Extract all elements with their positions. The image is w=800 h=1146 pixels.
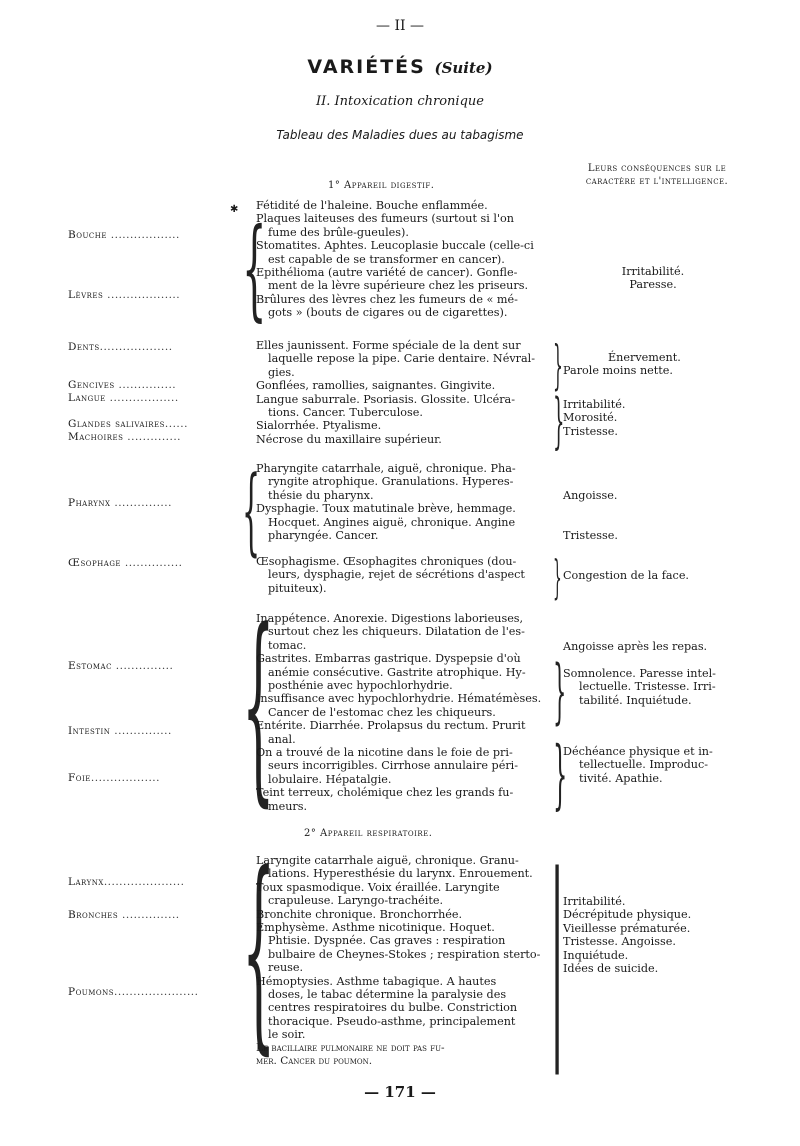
page-title xyxy=(0,56,800,78)
organ-label-estomac: Estomac ............... xyxy=(68,660,174,672)
organ-label-larynx: Larynx..................... xyxy=(68,876,185,888)
organ-label-oesophage: Œsophage ............... xyxy=(68,557,183,569)
description-oesophage: Œsophagisme. Œsophagites chroniques (dou- leurs, dysphagie, rejet de sécrétions d'aspect pituiteux). xyxy=(256,555,525,595)
organ-label-foie: Foie.................. xyxy=(68,772,160,784)
consequences-dents-1: Énervement. Parole moins nette. xyxy=(563,351,681,378)
brace-right-oesophage: } xyxy=(553,550,562,604)
asterisk-mark: ✱ xyxy=(230,204,239,215)
consequences-bouche-levres: Irritabilité. Paresse. xyxy=(621,265,685,292)
organ-label-bronches: Bronches ............... xyxy=(68,909,180,921)
consequences-pharynx-1: Angoisse. xyxy=(563,489,618,502)
page-number: — 171 — xyxy=(364,1083,436,1101)
organ-label-levres: Lèvres ................... xyxy=(68,289,181,301)
organ-label-glandes: Glandes salivaires...... xyxy=(68,418,188,430)
brace-left-respiratoire: { xyxy=(242,828,276,1073)
organ-label-machoires: Machoires .............. xyxy=(68,431,182,443)
brace-right-respiratoire: | xyxy=(550,830,565,1075)
consequences-foie: Déchéance physique et in- tellectuelle. Improduc- tivité. Apathie. xyxy=(563,745,713,785)
description-bouche-levres: Fétidité de l'haleine. Bouche enflammée. Plaques laiteuses des fumeurs (surtout si l'on fume des brûle-gueules). Stomatites. Aphtes. Leucoplasie buccale (celle-ci est capable de se transformer en cancer). Epithélioma (autre variété de cancer). Gonfle- ment de la lèvre supérieure chez les priseurs. Brûlures des lèvres chez les fumeurs de « mé- gots » (bouts de cigares ou de cigarettes). xyxy=(256,199,534,320)
description-estomac-foie: Inappétence. Anorexie. Digestions laborieuses, surtout chez les chiqueurs. Dilatation de l'es- tomac. Gastrites. Embarras gastrique. Dyspepsie d'où anémie consécutive. Gastrite atrophique. Hy- posthénie avec hypochlorhydrie. Insuffisance avec hypochlorhydrie. Hématémèses. Cancer de l'estomac chez les chiqueurs. Entérite. Diarrhée. Prolapsus du rectum. Prurit anal. On a trouvé de la nicotine dans le foie de pri- seurs incorrigibles. Cirrhose annulaire péri- lobulaire. Hépatalgie. Teint terreux, cholémique chez les grands fu- meurs. xyxy=(256,612,542,813)
brace-right-estomac: } xyxy=(553,650,567,732)
organ-label-langue: Langue .................. xyxy=(68,392,179,404)
organ-label-dents: Dents................... xyxy=(68,341,173,353)
running-page-number: — II — xyxy=(376,18,424,34)
title-text: VARIÉTÉS xyxy=(307,56,426,78)
description-dents-machoires: Elles jaunissent. Forme spéciale de la dent sur laquelle repose la pipe. Carie dentaire. Névral- gies. Gonflées, ramollies, saignantes. Gingivite. Langue saburrale. Psoriasis. Glossite. Ulcéra- tions. Cancer. Tuberculose. Sialorrhée. Ptyalisme. Nécrose du maxillaire supérieur. xyxy=(256,339,536,446)
organ-label-intestin: Intestin ............... xyxy=(68,725,172,737)
consequences-column-heading: Leurs conséquences sur le caractère et l'intelligence. xyxy=(585,163,729,187)
consequences-estomac-2: Somnolence. Paresse intel- lectuelle. Tristesse. Irri- tabilité. Inquiétude. xyxy=(563,667,716,707)
brace-left-estomac: { xyxy=(242,587,275,825)
organ-label-gencives: Gencives ............... xyxy=(68,379,177,391)
consequences-estomac-1: Angoisse après les repas. xyxy=(563,640,708,653)
consequences-respiratoire: Irritabilité. Décrépitude physique. Vieillesse prématurée. Tristesse. Angoisse. Inquiétude. Idées de suicide. xyxy=(563,895,692,976)
brace-right-dents-1: } xyxy=(553,336,563,396)
table-title: Tableau des Maladies dues au tabagisme xyxy=(276,128,524,142)
description-pharynx: Pharyngite catarrhale, aiguë, chronique. Pha- ryngite atrophique. Granulations. Hyperes- thésie du pharynx. Dysphagie. Toux matutinale brève, hemmage. Hocquet. Angines aiguë, chronique. Angine pharyngée. Cancer. xyxy=(256,462,516,543)
organ-label-poumons: Poumons...................... xyxy=(68,986,199,998)
subtitle: II. Intoxication chronique xyxy=(316,94,484,109)
organ-label-pharynx: Pharynx ............... xyxy=(68,497,172,509)
brace-left-pharynx: { xyxy=(242,456,261,566)
brace-left-bouche: { xyxy=(242,204,267,332)
section-heading-digestif: 1° Appareil digestif. xyxy=(328,180,435,191)
consequences-pharynx-2: Tristesse. xyxy=(563,529,618,542)
description-respiratoire: Laryngite catarrhale aiguë, chronique. Granu- lations. Hyperesthésie du larynx. Enrouement. Toux spasmodique. Voix éraillée. Laryngite crapuleuse. Laryngo-trachéite. Bronchite chronique. Bronchorrhée. Emphysème. Asthme nicotinique. Hoquet. Phtisie. Dyspnée. Cas graves : respiration bulbaire de Cheynes-Stokes ; respiration sterto- reuse. Hémoptysies. Asthme tabagique. A hautes doses, le tabac détermine la paralysie des centres respiratoires du bulbe. Constriction thoracique. Pseudo-asthme, principalement le soir. Le bacillaire pulmonaire ne doit pas fu- mer. Cancer du poumon. xyxy=(256,854,541,1068)
consequences-dents-2: Irritabilité. Morosité. Tristesse. xyxy=(563,398,626,438)
section-heading-respiratoire: 2° Appareil respiratoire. xyxy=(304,828,433,839)
title-suffix: (Suite) xyxy=(434,59,493,77)
brace-right-foie: } xyxy=(553,730,568,818)
organ-label-bouche: Bouche .................. xyxy=(68,229,180,241)
consequences-oesophage: Congestion de la face. xyxy=(563,569,689,582)
brace-right-dents-2: } xyxy=(553,386,565,456)
